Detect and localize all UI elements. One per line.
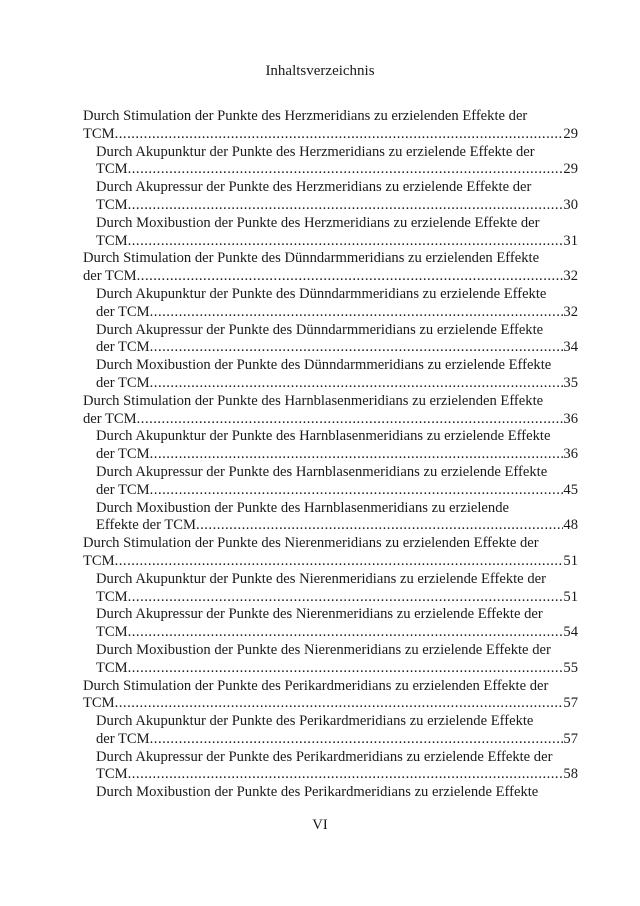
toc-entry-continuation-text: TCM [83,125,115,142]
toc-page-number: 34 [563,339,578,356]
toc-entry [83,500,578,536]
dot-leader [128,660,564,678]
toc-entry-continuation [83,695,578,713]
toc-entry [83,749,578,785]
toc-entry-continuation [83,624,578,642]
toc-page-number: 58 [563,766,578,783]
toc-entry-continuation-text: TCM [96,161,128,178]
toc-entry-text: Durch Akupunktur der Punkte des Dünndarmmeridians zu erzielende Effekte [96,285,547,302]
toc-entry-continuation [83,375,578,393]
toc-entry-continuation [83,233,578,251]
toc-entry [83,606,578,642]
toc-page-number: 32 [563,268,578,285]
toc-entry [83,215,578,251]
toc-entry-text: Durch Stimulation der Punkte des Perikardmeridians zu erzielenden Effekte der [83,677,549,694]
toc-entry [83,535,578,571]
toc-page-number: 29 [563,125,578,142]
dot-leader [128,233,564,251]
toc-entry-continuation [83,731,578,749]
toc-entry-continuation [83,660,578,678]
toc-entry-continuation [83,411,578,429]
toc-page-number: 32 [563,303,578,320]
toc-entry-continuation-text: TCM [96,232,128,249]
toc-entry-continuation-text: der TCM [96,446,150,463]
dot-leader [128,624,564,642]
toc-entry-continuation-text: TCM [83,695,115,712]
dot-leader [150,375,564,393]
toc-page-number: 57 [563,695,578,712]
toc-page-number: 48 [563,517,578,534]
toc-entry-text: Durch Akupressur der Punkte des Herzmeridians zu erzielende Effekte der [96,179,532,196]
toc-page-number: 45 [563,481,578,498]
toc-entry-continuation [83,482,578,500]
toc-entry-continuation-text: TCM [96,766,128,783]
toc-entry-continuation-text: der TCM [83,268,137,285]
toc-entry-text: Durch Akupressur der Punkte des Dünndarmmeridians zu erzielende Effekte [96,321,544,338]
toc-page-number: 35 [563,374,578,391]
dot-leader [115,553,564,571]
toc-entry-continuation [83,589,578,607]
dot-leader [115,126,564,144]
toc-page-number: 54 [563,624,578,641]
toc-entry [83,322,578,358]
toc-entry-continuation-text: TCM [96,588,128,605]
toc-entry-text: Durch Moxibustion der Punkte des Dünndarmmeridians zu erzielende Effekte [96,357,552,374]
toc-entry-text: Durch Stimulation der Punkte des Herzmeridians zu erzielenden Effekte der [83,108,528,124]
toc-entry-continuation-text: der TCM [96,303,150,320]
toc-entry-continuation-text: der TCM [83,410,137,427]
toc-entry-continuation [83,161,578,179]
toc-entry-text: Durch Akupressur der Punkte des Nierenmeridians zu erzielende Effekte der [96,606,543,623]
toc-entry-continuation [83,446,578,464]
toc-page-number: 36 [563,410,578,427]
toc-entry-continuation [83,304,578,322]
toc-entry-continuation-text: TCM [83,552,115,569]
toc-page-number: 29 [563,161,578,178]
toc-entry [83,428,578,464]
toc-entry-text: Durch Stimulation der Punkte des Nierenmeridians zu erzielenden Effekte der [83,535,539,552]
toc-entry-continuation-text: der TCM [96,339,150,356]
toc-page-number: 55 [563,659,578,676]
toc-entry-text: Durch Stimulation der Punkte des Harnblasenmeridians zu erzielenden Effekte [83,392,544,409]
toc-entry-text: Durch Moxibustion der Punkte des Perikardmeridians zu erzielende Effekte [96,784,539,801]
toc-page-number: 51 [563,552,578,569]
toc-page-number: 36 [563,446,578,463]
toc-entry [83,642,578,678]
toc-page-number: 57 [563,730,578,747]
dot-leader [115,695,564,713]
toc-entry [83,357,578,393]
toc [83,108,578,802]
toc-entry-continuation-text: Effekte der TCM [96,517,196,534]
dot-leader [137,411,564,429]
toc-entry-text: Durch Stimulation der Punkte des Dünndarmmeridians zu erzielenden Effekte [83,250,540,267]
toc-entry [83,464,578,500]
toc-entry [83,393,578,429]
toc-entry-continuation-text: TCM [96,624,128,641]
toc-entry-continuation [83,197,578,215]
page-title: Inhaltsverzeichnis [265,63,375,79]
toc-entry-continuation [83,339,578,357]
toc-entry-text: Durch Moxibustion der Punkte des Harnblasenmeridians zu erzielende [96,499,509,516]
dot-leader [150,339,564,357]
page-number-footer: VI [312,817,328,833]
toc-entry-text: Durch Moxibustion der Punkte des Herzmeridians zu erzielende Effekte der [96,214,540,231]
toc-entry-continuation [83,126,578,144]
dot-leader [128,589,564,607]
toc-entry-text: Durch Akupunktur der Punkte des Herzmeridians zu erzielende Effekte der [96,143,535,160]
toc-entry [83,571,578,607]
dot-leader [128,197,564,215]
toc-entry-text: Durch Moxibustion der Punkte des Nierenmeridians zu erzielende Effekte der [96,641,551,658]
toc-entry-continuation [83,268,578,286]
toc-entry [83,179,578,215]
toc-entry [83,108,578,144]
toc-entry-continuation-text: TCM [96,196,128,213]
toc-entry [83,250,578,286]
dot-leader [150,446,564,464]
toc-entry-continuation-text: der TCM [96,730,150,747]
toc-entry-text: Durch Akupunktur der Punkte des Harnblasenmeridians zu erzielende Effekte [96,428,551,445]
toc-page-number: 31 [563,232,578,249]
toc-entry-text: Durch Akupressur der Punkte des Harnblasenmeridians zu erzielende Effekte [96,463,548,480]
toc-page-number: 30 [563,196,578,213]
toc-entry [83,144,578,180]
toc-entry-continuation-text: TCM [96,659,128,676]
toc-entry-continuation-text: der TCM [96,481,150,498]
dot-leader [137,268,564,286]
dot-leader [150,482,564,500]
toc-entry [83,678,578,714]
toc-entry-text: Durch Akupressur der Punkte des Perikardmeridians zu erzielende Effekte der [96,748,553,765]
toc-entry-continuation-text: der TCM [96,374,150,391]
dot-leader [150,304,564,322]
toc-page-number: 51 [563,588,578,605]
toc-entry-text: Durch Akupunktur der Punkte des Perikardmeridians zu erzielende Effekte [96,713,534,730]
dot-leader [128,161,564,179]
dot-leader [128,766,564,784]
toc-entry-continuation [83,517,578,535]
toc-entry-text: Durch Akupunktur der Punkte des Nierenmeridians zu erzielende Effekte der [96,570,546,587]
toc-entry-continuation [83,766,578,784]
toc-entry [83,713,578,749]
toc-entry [83,286,578,322]
dot-leader [196,517,563,535]
dot-leader [150,731,564,749]
toc-entry-continuation [83,553,578,571]
toc-entry [83,784,578,802]
